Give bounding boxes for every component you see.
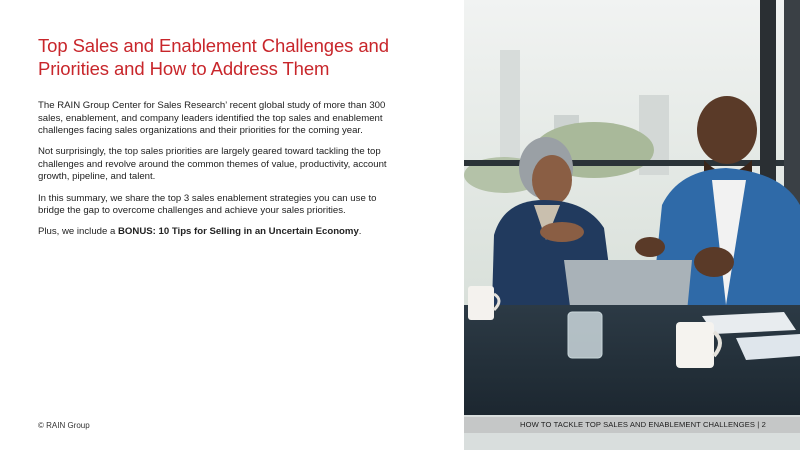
- running-title: HOW TO TACKLE TOP SALES AND ENABLEMENT CHALLENGES: [520, 420, 756, 429]
- bonus-highlight: BONUS: 10 Tips for Selling in an Uncertain Economy: [118, 226, 359, 238]
- body-text: [38, 100, 398, 239]
- paragraph-priorities: Not surprisingly, the top sales priorities are largely geared toward tackling the top challenges and revolve around the common themes of value, productivity, account growth, pipeline, and talent.: [38, 146, 387, 183]
- page-title: Top Sales and Enablement Challenges and Priorities and How to Address Them: [38, 35, 389, 79]
- bonus-suffix: .: [358, 226, 362, 238]
- footer-separator: |: [757, 420, 760, 429]
- bonus-prefix: Plus, we include a: [38, 226, 118, 238]
- paragraph-intro: The RAIN Group Center for Sales Research’ recent global study of more than 300 sales, enablement, and company leaders identified the top sales and enablement challenges facing sales organizations and their priorities for the coming year.: [38, 100, 386, 137]
- meeting-photo: [464, 0, 800, 450]
- page-number: 2: [761, 420, 766, 429]
- copyright: © RAIN Group: [38, 421, 90, 430]
- running-footer: [464, 417, 800, 433]
- paragraph-summary: In this summary, we share the top 3 sales enablement strategies you can use to bridge the gap to overcome challenges and achieve your sales priorities.: [38, 192, 377, 217]
- meeting-illustration: [464, 0, 800, 450]
- text-column: [38, 34, 398, 247]
- paragraph-bonus: [38, 226, 398, 239]
